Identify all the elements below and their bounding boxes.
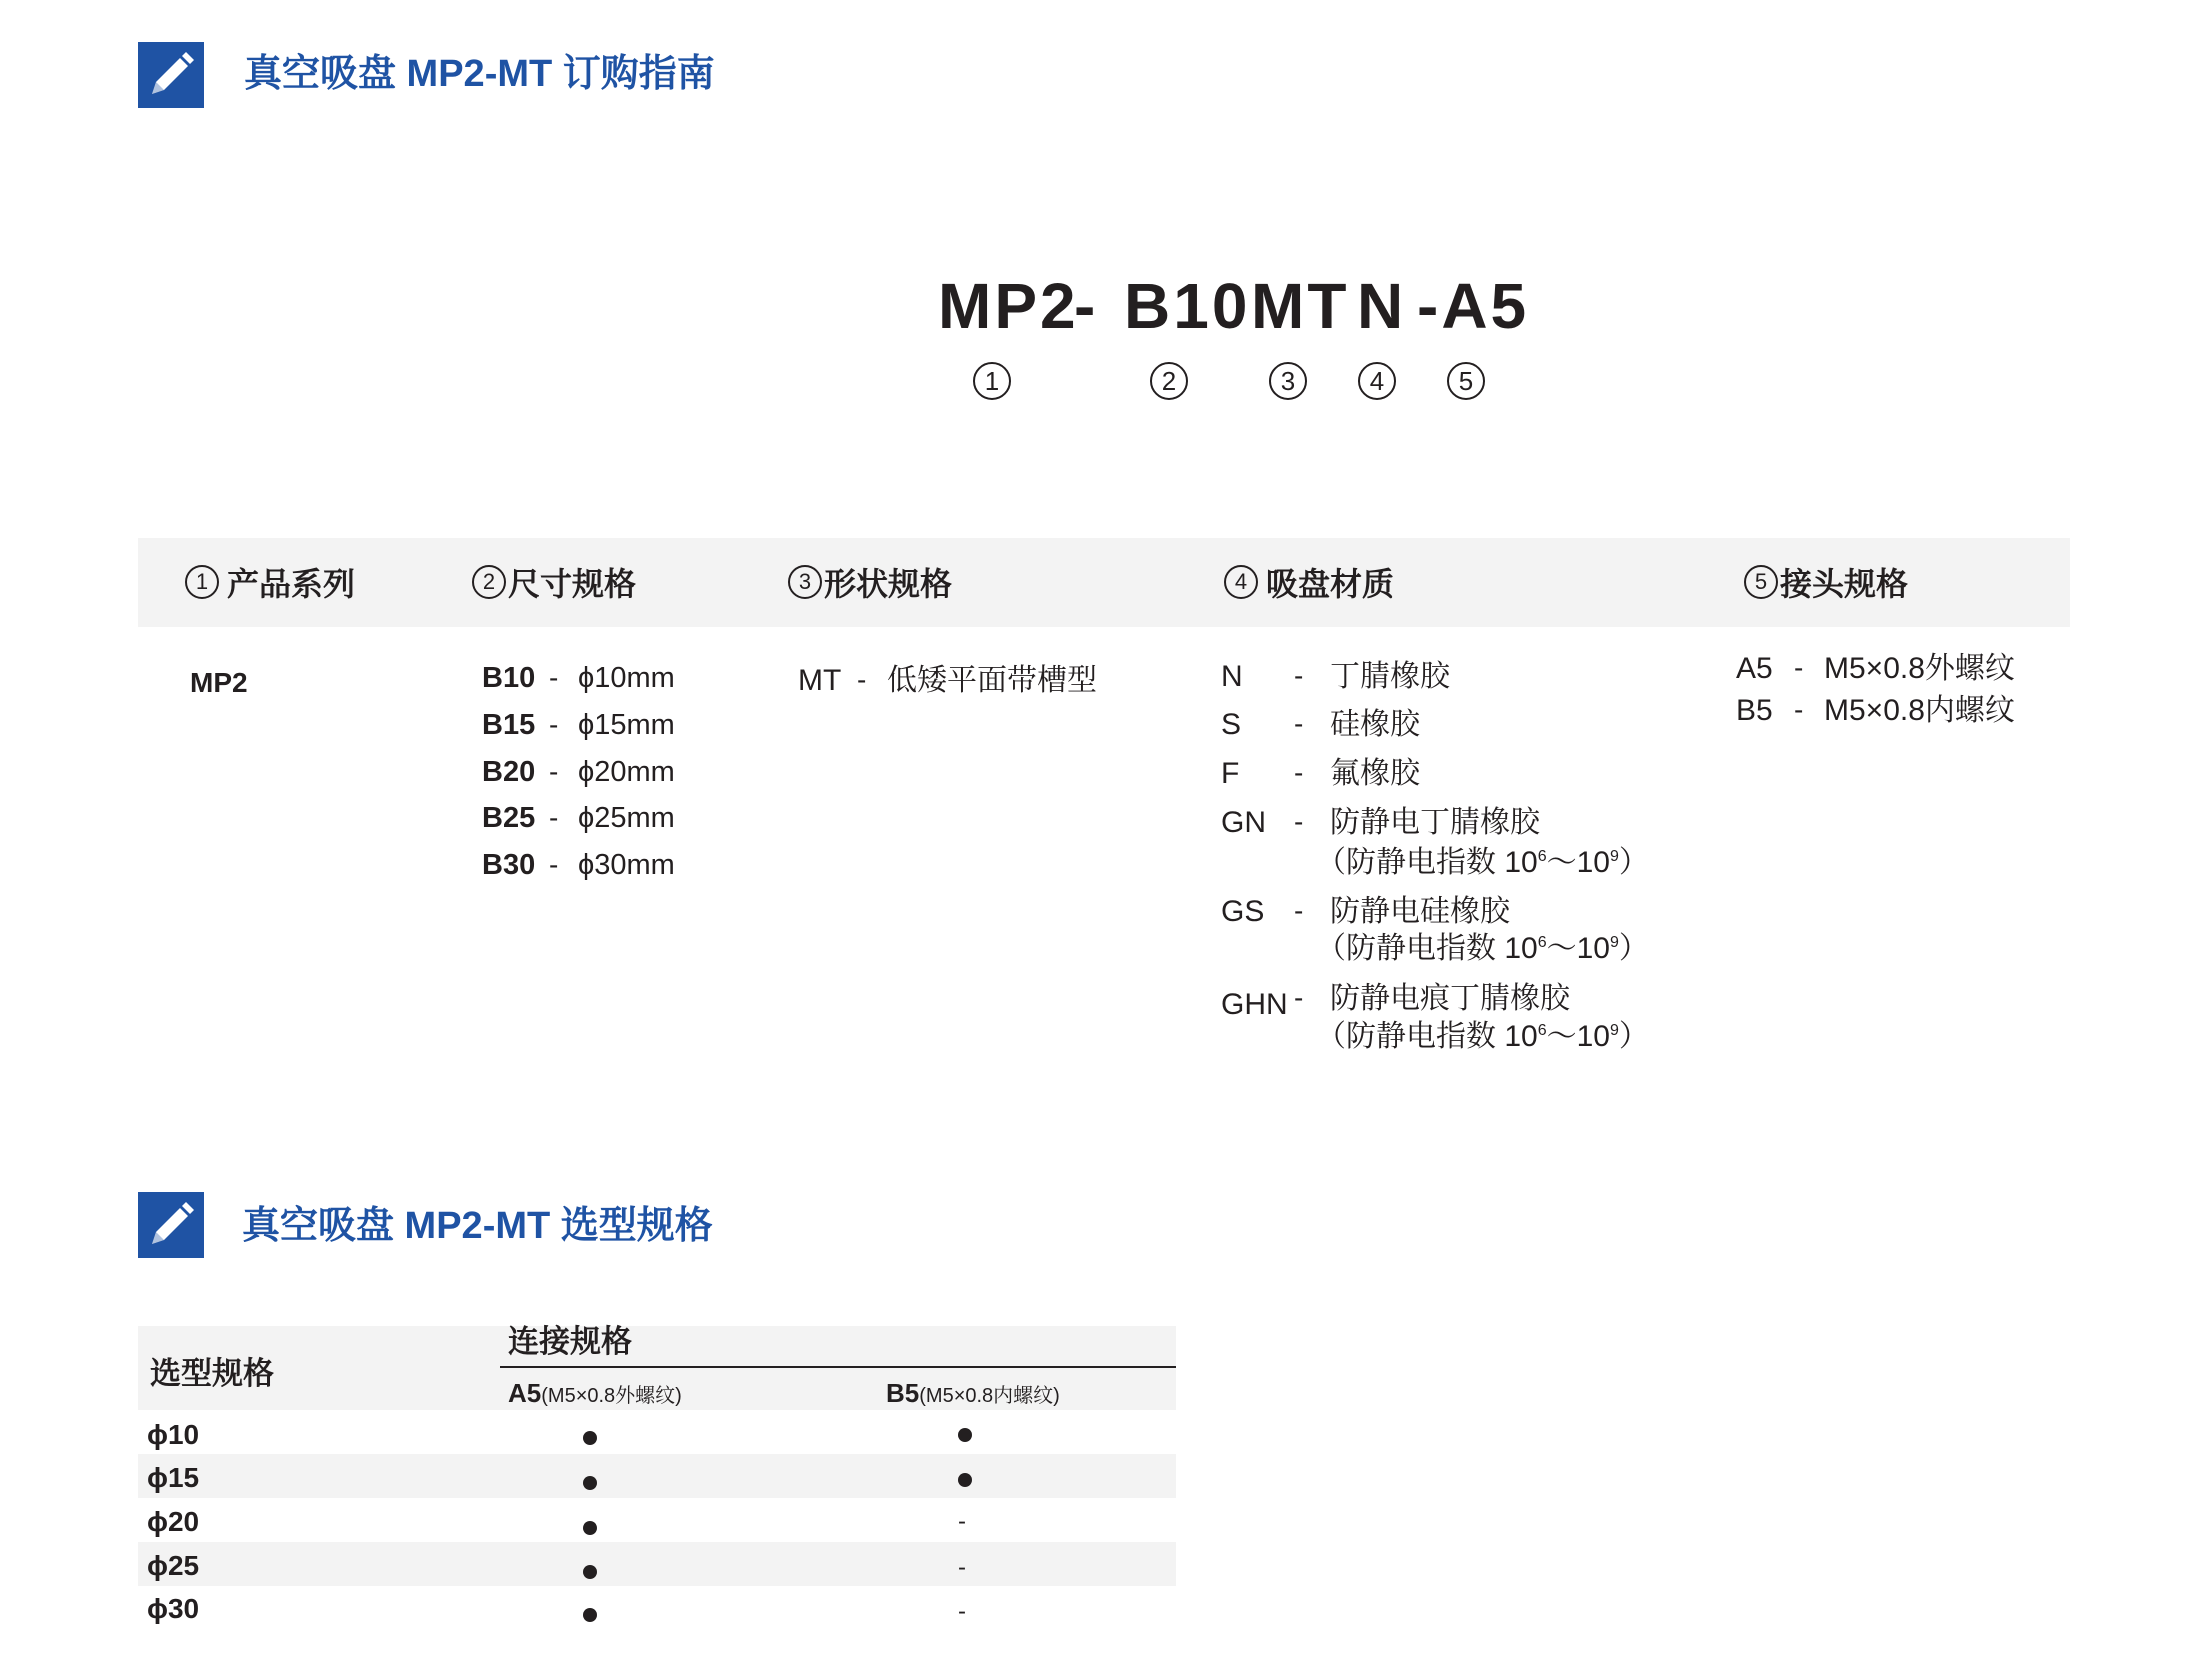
row-stripe — [138, 1542, 1176, 1586]
size-code: B10 — [482, 662, 536, 694]
size-value: ϕ30mm — [578, 849, 675, 881]
row-size: ϕ10 — [147, 1419, 200, 1450]
size-code: B25 — [482, 802, 536, 834]
unavailable-dash: - — [958, 1598, 966, 1625]
connector-sep: - — [1794, 652, 1804, 683]
size-value: ϕ15mm — [578, 709, 675, 741]
connector-code: A5 — [1736, 652, 1773, 685]
material-desc: 防静电硅橡胶 — [1330, 895, 1510, 928]
code-material: N — [1357, 270, 1407, 342]
row-size: ϕ30 — [147, 1593, 200, 1624]
size-sep: - — [549, 849, 559, 880]
header-marker: 4 — [1224, 565, 1258, 599]
material-sep: - — [1294, 757, 1304, 788]
material-code: F — [1221, 757, 1240, 790]
material-sep: - — [1294, 895, 1304, 926]
available-dot — [958, 1473, 972, 1487]
pencil-icon — [138, 42, 204, 108]
header-label: 接头规格 — [1780, 566, 1909, 602]
header-marker: 3 — [788, 565, 822, 599]
header-marker: 2 — [472, 565, 506, 599]
header-rule — [500, 1366, 1176, 1368]
header-series — [185, 560, 355, 604]
column-a5: A5(M5×0.8外螺纹) — [508, 1378, 682, 1408]
connector-sep: - — [1794, 694, 1804, 725]
header-shape — [788, 560, 952, 604]
selection-section-title: 真空吸盘 MP2-MT 选型规格 — [242, 1205, 713, 1247]
code-marker-2: 2 — [1150, 362, 1188, 400]
connector-desc: M5×0.8内螺纹 — [1824, 694, 2015, 727]
material-sep: - — [1294, 708, 1304, 739]
code-size: B10 — [1124, 270, 1251, 342]
code-marker-5: 5 — [1447, 362, 1485, 400]
row-size: ϕ15 — [147, 1462, 200, 1493]
size-sep: - — [549, 802, 559, 833]
material-code: GN — [1221, 806, 1266, 839]
row-size: ϕ25 — [147, 1550, 200, 1581]
material-sep: - — [1294, 982, 1304, 1013]
connector-desc: M5×0.8外螺纹 — [1824, 652, 2015, 685]
available-dot — [583, 1565, 597, 1579]
material-note: （防静电指数 $10^6\sim 10^9$） — [1316, 1020, 1649, 1053]
size-value: ϕ20mm — [578, 756, 675, 788]
size-code: B20 — [482, 756, 536, 788]
size-value: ϕ10mm — [578, 662, 675, 694]
code-marker-3: 3 — [1269, 362, 1307, 400]
material-desc: 氟橡胶 — [1330, 757, 1420, 790]
header-marker: 1 — [185, 565, 219, 599]
available-dot — [583, 1608, 597, 1622]
material-sep: - — [1294, 806, 1304, 837]
column-b5: B5(M5×0.8内螺纹) — [886, 1378, 1060, 1408]
connector-code: B5 — [1736, 694, 1773, 727]
code-marker-4: 4 — [1358, 362, 1396, 400]
header-size — [472, 560, 636, 604]
header-label: 形状规格 — [824, 566, 953, 602]
available-dot — [583, 1476, 597, 1490]
group-header: 连接规格 — [508, 1324, 632, 1359]
header-label: 产品系列 — [227, 566, 356, 602]
unavailable-dash: - — [958, 1508, 966, 1535]
row-header: 选型规格 — [150, 1356, 274, 1391]
pencil-icon — [138, 1192, 204, 1258]
size-sep: - — [549, 662, 559, 693]
shape-sep: - — [857, 664, 867, 695]
material-desc: 硅橡胶 — [1330, 708, 1420, 741]
code-sep: - — [1074, 270, 1099, 342]
code-connector: -A5 — [1417, 270, 1530, 342]
available-dot — [958, 1428, 972, 1442]
row-stripe — [138, 1454, 1176, 1498]
series-value: MP2 — [190, 667, 248, 698]
size-sep: - — [549, 709, 559, 740]
material-note: （防静电指数 $10^6\sim 10^9$） — [1316, 932, 1649, 965]
size-code: B15 — [482, 709, 536, 741]
available-dot — [583, 1521, 597, 1535]
material-code: S — [1221, 708, 1242, 741]
shape-code: MT — [798, 664, 842, 697]
material-desc: 防静电丁腈橡胶 — [1330, 806, 1540, 839]
material-desc: 丁腈橡胶 — [1330, 660, 1450, 693]
header-connector — [1744, 560, 1908, 604]
row-size: ϕ20 — [147, 1506, 200, 1537]
code-shape: MT — [1251, 270, 1350, 342]
size-sep: - — [549, 756, 559, 787]
unavailable-dash: - — [958, 1554, 966, 1581]
size-code: B30 — [482, 849, 536, 881]
material-sep: - — [1294, 660, 1304, 691]
material-code: GS — [1221, 895, 1265, 928]
size-value: ϕ25mm — [578, 802, 675, 834]
code-marker-1: 1 — [973, 362, 1011, 400]
material-desc: 防静电痕丁腈橡胶 — [1330, 982, 1570, 1015]
shape-desc: 低矮平面带槽型 — [887, 664, 1097, 697]
code-series: MP2 — [938, 270, 1079, 342]
header-marker: 5 — [1744, 565, 1778, 599]
header-label: 尺寸规格 — [508, 566, 637, 602]
material-note: （防静电指数 $10^6\sim 10^9$） — [1316, 846, 1649, 879]
order-section-title: 真空吸盘 MP2-MT 订购指南 — [244, 53, 715, 95]
available-dot — [583, 1431, 597, 1445]
header-label: 吸盘材质 — [1266, 566, 1395, 602]
material-code: GHN — [1221, 988, 1288, 1021]
header-material — [1224, 560, 1394, 604]
material-code: N — [1221, 660, 1243, 693]
